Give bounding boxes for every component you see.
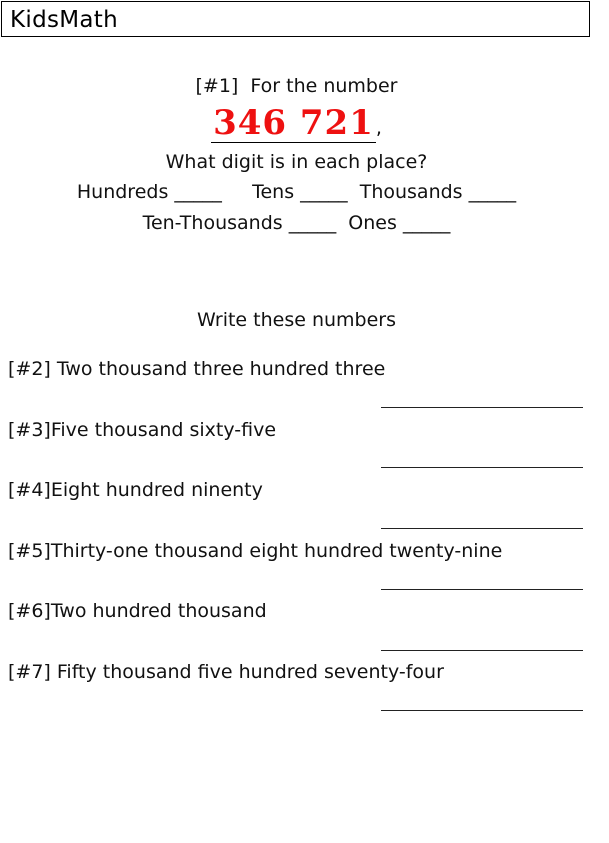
section-heading: Write these numbers [196,309,397,331]
app-title: KidsMath [10,7,118,33]
question-4-answer-line[interactable] [381,528,583,529]
question-2-label: [#2] Two thousand three hundred three [8,358,386,380]
question-3-answer-line[interactable] [381,467,583,468]
problem-1-number: 346 721 [213,103,374,143]
question-4-label: [#4]Eight hundred ninenty [8,479,263,501]
question-7-answer-line[interactable] [381,710,583,711]
problem-1-places-line-1: Hundreds _____ Tens _____ Thousands _____ [76,181,517,203]
problem-1-number-block [0,104,593,143]
problem-1-intro: [#1] For the number [195,75,398,97]
problem-1-number-comma: , [375,117,382,139]
question-5-label: [#5]Thirty-one thousand eight hundred twenty-nine [8,540,503,562]
problem-1-question: What digit is in each place? [165,151,428,173]
question-7-label: [#7] Fifty thousand five hundred seventy-four [8,661,444,683]
problem-1-places-line-2: Ten-Thousands _____ Ones _____ [142,212,451,234]
question-2-answer-line[interactable] [381,407,583,408]
question-3-label: [#3]Five thousand sixty-five [8,419,277,441]
header-bar [1,1,590,37]
question-6-answer-line[interactable] [381,650,583,651]
question-5-answer-line[interactable] [381,589,583,590]
question-6-label: [#6]Two hundred thousand [8,600,267,622]
